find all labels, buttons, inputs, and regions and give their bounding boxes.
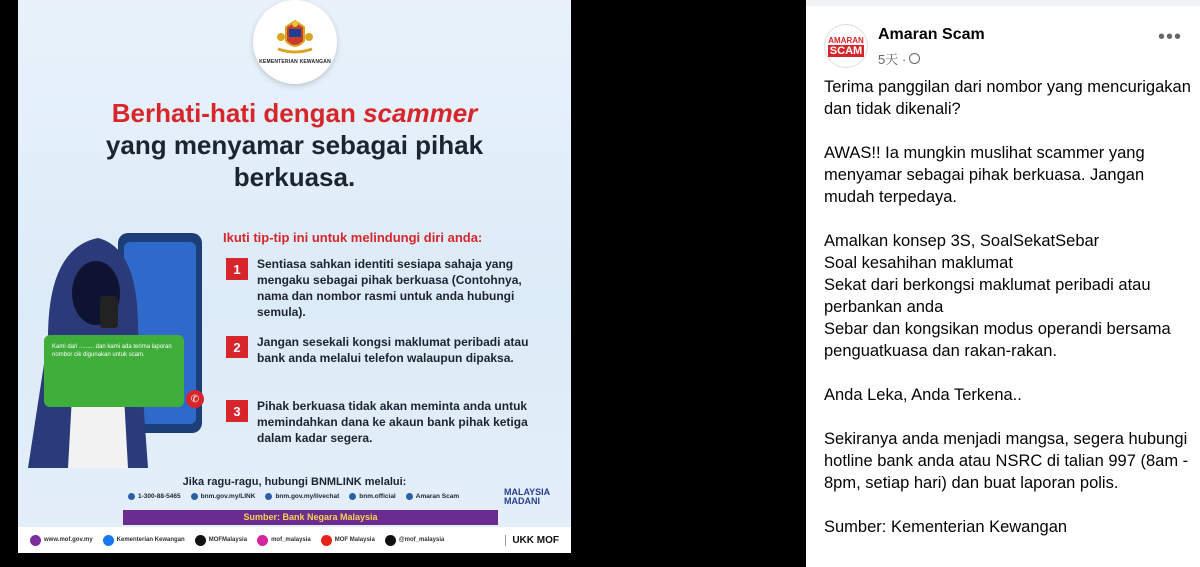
post-timestamp[interactable]: [878, 49, 920, 68]
facebook-icon: [406, 493, 413, 500]
tip-item: [226, 334, 546, 366]
globe-icon: [191, 493, 198, 500]
post-paragraph: Soal kesahihan maklumat: [824, 254, 1013, 272]
contact-web: bnm.gov.my/LINK: [191, 493, 256, 500]
x-icon: [195, 535, 206, 546]
tip-number: 3: [226, 400, 248, 422]
post-paragraph: Sumber: Kementerian Kewangan: [824, 518, 1068, 536]
footer-instagram: mof_malaysia: [257, 535, 311, 546]
title-italic: scammer: [363, 98, 478, 128]
footer-brand: UKK MOF: [505, 535, 559, 546]
contact-phone: 1-300-88-5465: [128, 493, 181, 500]
footer-facebook: Kementerian Kewangan: [103, 535, 185, 546]
tiktok-icon: [385, 535, 396, 546]
post-paragraph: Amalkan konsep 3S, SoalSekatSebar: [824, 232, 1100, 250]
contact-amaran: Amaran Scam: [406, 493, 459, 500]
contact-heading: Jika ragu-ragu, hubungi BNMLINK melalui:: [182, 476, 407, 488]
scam-warning-poster[interactable]: [18, 0, 571, 553]
chat-icon: [265, 493, 272, 500]
time-label: 5天 ·: [878, 52, 907, 67]
avatar-line2: SCAM: [829, 44, 863, 57]
tips-heading: Ikuti tip-tip ini untuk melindungi diri anda:: [223, 230, 483, 245]
post-panel: [806, 0, 1200, 567]
scam-call-bubble: Kami dari ......... dan kami ada terima laporan nombor cik digunakan untuk scam.: [44, 335, 184, 407]
youtube-icon: [321, 535, 332, 546]
contact-facebook: bnm.official: [349, 493, 395, 500]
facebook-icon: [103, 535, 114, 546]
hangup-icon: ✆: [186, 390, 204, 408]
post-paragraph: Sebar dan kongsikan modus operandi bersama penguatkuasa dan rakan-rakan.: [824, 320, 1171, 360]
crest-caption: KEMENTERIAN KEWANGAN: [259, 59, 331, 65]
post-paragraph: Sekiranya anda menjadi mangsa, segera hubungi hotline bank anda atau NSRC di talian 997 (8am - 8pm, setiap hari) dan buat laporan polis.: [824, 430, 1189, 492]
malaysia-madani-logo: MALAYSIA MADANI: [504, 487, 550, 506]
avatar-line1: AMARAN: [828, 35, 864, 45]
tip-number: 1: [226, 258, 248, 280]
poster-footer: [18, 527, 571, 553]
panel-top-strip: [806, 0, 1200, 6]
poster-title-line2: yang menyamar sebagai pihak: [105, 130, 484, 160]
source-bar: Sumber: Bank Negara Malaysia: [123, 510, 498, 525]
post-paragraph: Anda Leka, Anda Terkena..: [824, 386, 1022, 404]
contact-row: [128, 493, 459, 500]
coat-of-arms-icon: [274, 19, 316, 57]
tip-text: Sentiasa sahkan identiti sesiapa sahaja yang mengaku sebagai pihak berkuasa (Contohnya, nama dan nombor rasmi untuk anda hubungi semula).: [257, 257, 522, 319]
footer-web: www.mof.gov.my: [30, 535, 93, 546]
page-name-link[interactable]: Amaran Scam: [878, 26, 985, 43]
tip-item: [226, 256, 546, 320]
globe-icon: [30, 535, 41, 546]
footer-tiktok: @mof_malaysia: [385, 535, 445, 546]
facebook-icon: [349, 493, 356, 500]
post-paragraph: Sekat dari berkongsi maklumat peribadi atau perbankan anda: [824, 276, 1151, 316]
footer-x: MOFMalaysia: [195, 535, 247, 546]
title-part1: Berhati-hati dengan: [111, 98, 364, 128]
tip-text: Jangan sesekali kongsi maklumat peribadi atau bank anda melalui telefon walaupun dipaksa.: [257, 335, 529, 365]
tip-number: 2: [226, 336, 248, 358]
post-text: [824, 76, 1194, 538]
poster-title-line1: [18, 98, 571, 129]
tip-text: Pihak berkuasa tidak akan meminta anda untuk memindahkan dana ke akaun bank pihak ketiga dalam kadar segera.: [257, 399, 528, 445]
page-avatar[interactable]: [824, 24, 868, 68]
phone-icon: [128, 493, 135, 500]
more-options-button[interactable]: •••: [1158, 26, 1183, 48]
post-paragraph: AWAS!! Ia mungkin muslihat scammer yang menyamar sebagai pihak berkuasa. Jangan mudah terpedaya.: [824, 144, 1145, 206]
footer-youtube: MOF Malaysia: [321, 535, 375, 546]
mof-crest: [253, 0, 337, 84]
globe-icon: [909, 53, 920, 64]
instagram-icon: [257, 535, 268, 546]
poster-title-line3: berkuasa.: [233, 162, 356, 192]
post-paragraph: Terima panggilan dari nombor yang mencurigakan dan tidak dikenali?: [824, 78, 1191, 118]
contact-chat: bnm.gov.my/livechat: [265, 493, 339, 500]
tip-item: [226, 398, 546, 446]
